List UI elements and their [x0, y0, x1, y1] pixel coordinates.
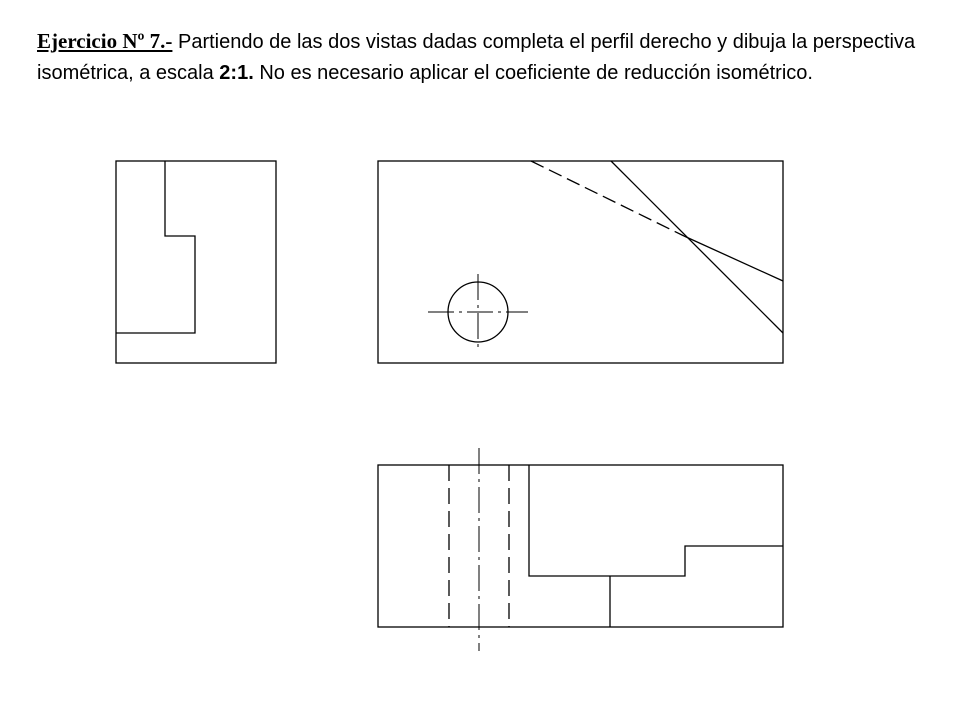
front-view: [378, 448, 783, 651]
statement-text-2: No es necesario aplicar el coeficiente de reducción isométrico.: [253, 62, 813, 84]
statement-text-1: Partiendo de las dos vistas dadas completa el perfil derecho y dibuja la perspectiva isométrica, a escala: [37, 31, 916, 84]
scale-value: 2:1: [219, 62, 249, 84]
scale-period: .: [248, 62, 254, 84]
front-view-step-profile: [529, 465, 783, 576]
top-view-slanted-edge: [611, 161, 783, 333]
exercise-label: Ejercicio Nº 7.-: [37, 29, 173, 53]
top-view: [378, 161, 783, 363]
profile-view: [116, 161, 276, 363]
profile-view-step-edge: [116, 161, 195, 333]
top-view-edge: [684, 236, 783, 281]
top-view-frame: [378, 161, 783, 363]
top-view-hidden-edge: [531, 161, 684, 236]
